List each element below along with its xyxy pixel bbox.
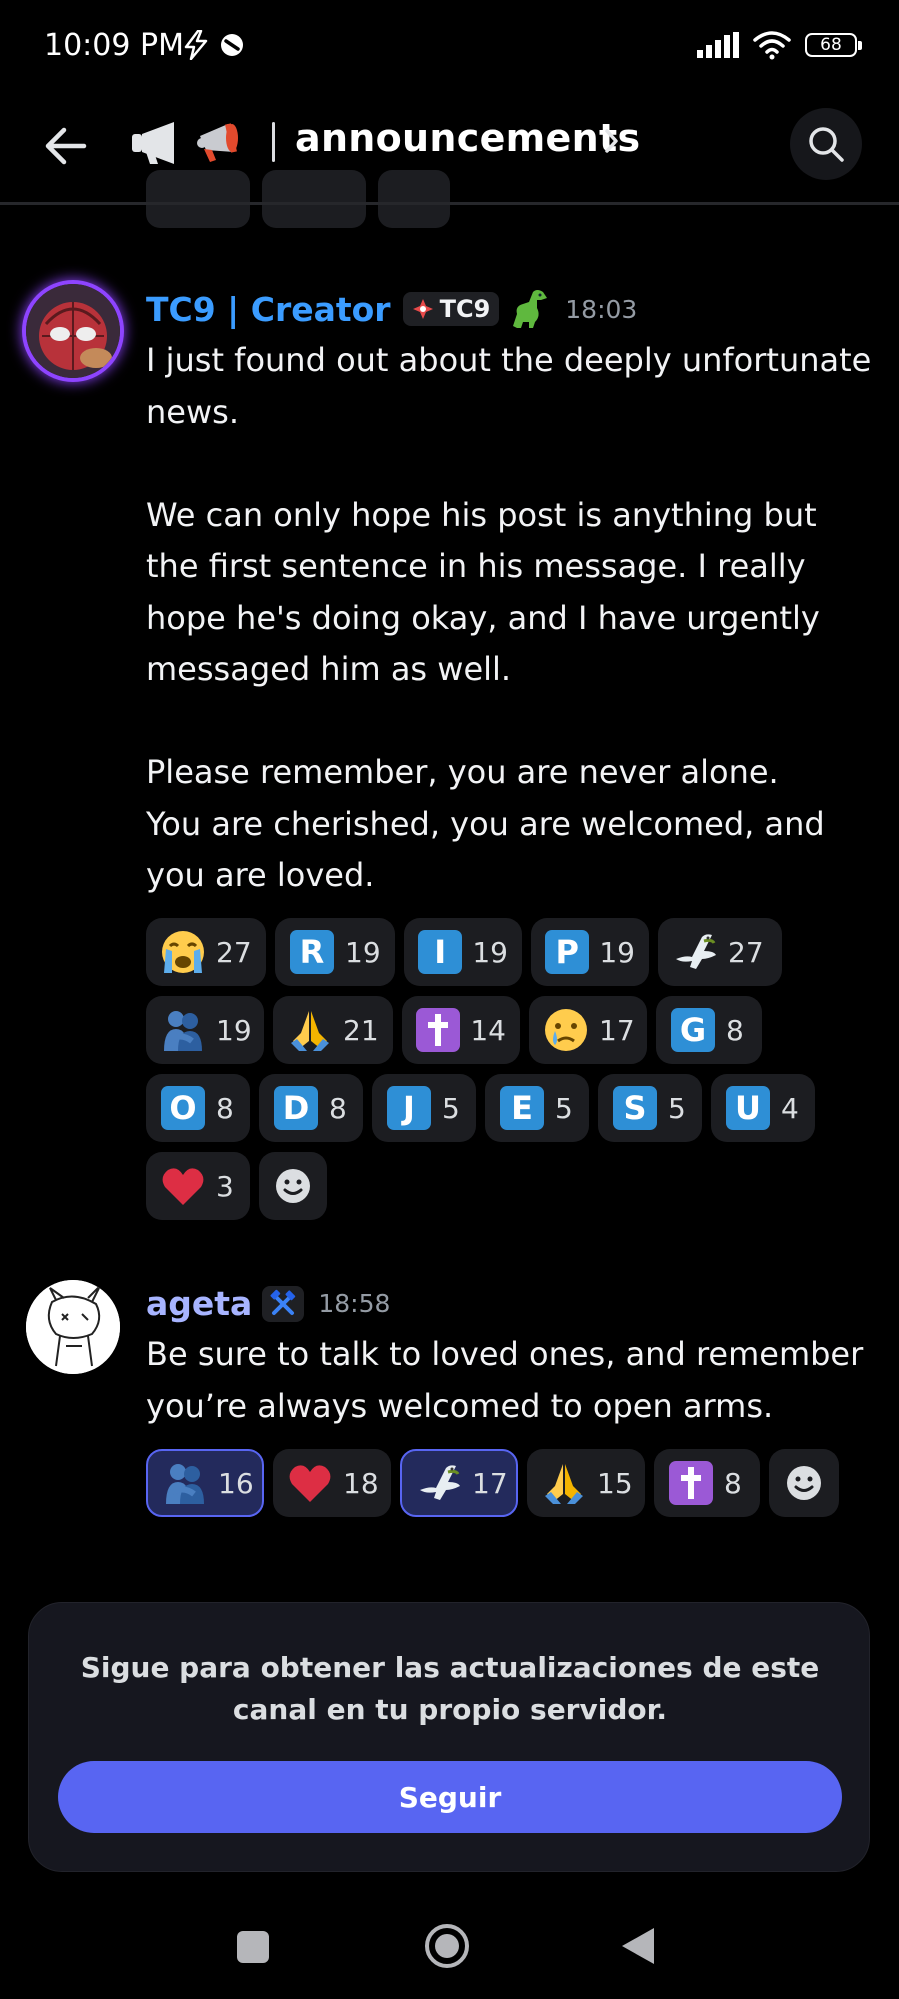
dove-icon <box>672 929 718 975</box>
battery-level: 68 <box>820 35 842 55</box>
charging-bolt-icon <box>183 30 209 60</box>
wifi-icon <box>753 30 791 60</box>
reaction-chip[interactable] <box>654 1449 760 1517</box>
reaction-chip[interactable] <box>273 996 393 1064</box>
reaction-chip-selected[interactable] <box>400 1449 518 1517</box>
reaction-chip[interactable] <box>402 996 520 1064</box>
author-name[interactable]: TC9 | Creator <box>146 289 391 329</box>
reaction-chip[interactable] <box>146 996 264 1064</box>
add-reaction-button[interactable] <box>769 1449 839 1517</box>
latin-cross-icon <box>416 1007 460 1053</box>
server-tag-icon <box>412 298 434 320</box>
reaction-count: 17 <box>472 1466 508 1500</box>
reaction-count: 8 <box>724 1466 742 1500</box>
reaction-count: 8 <box>726 1013 744 1047</box>
reaction-chip[interactable] <box>529 996 647 1064</box>
add-reaction-clipped[interactable] <box>378 170 450 228</box>
add-reaction-icon <box>783 1460 825 1506</box>
reaction-count: 5 <box>555 1091 573 1125</box>
message-content <box>146 1329 876 1432</box>
do-not-disturb-icon <box>219 32 245 58</box>
loudly-crying-face-icon <box>160 929 206 975</box>
message-timestamp: 18:58 <box>318 1289 391 1318</box>
reaction-chip-selected[interactable] <box>146 1449 264 1517</box>
dove-icon <box>416 1460 462 1506</box>
letter-r-icon: R <box>289 929 335 975</box>
avatar[interactable] <box>26 1280 120 1374</box>
reaction-count: 19 <box>216 1013 252 1047</box>
reaction-count: 8 <box>216 1091 234 1125</box>
crying-face-icon <box>543 1007 589 1053</box>
reaction-count: 19 <box>345 935 381 969</box>
recent-apps-button[interactable] <box>236 1930 270 1964</box>
letter-i-icon: I <box>418 929 462 975</box>
announcement-channel-icon <box>130 118 180 166</box>
search-icon <box>806 124 846 164</box>
message-header <box>146 288 637 330</box>
message-header <box>146 1284 390 1323</box>
reaction-chip[interactable] <box>527 1449 645 1517</box>
reaction-count: 27 <box>216 935 252 969</box>
reaction-count: 19 <box>599 935 635 969</box>
status-left-icons <box>183 30 245 60</box>
reaction-chip[interactable] <box>146 1074 250 1142</box>
letter-j-icon: J <box>386 1085 432 1131</box>
follow-description: Sigue para obtener las actualizaciones de este canal en tu propio servidor. <box>80 1651 820 1726</box>
message-paragraph: Please remember, you are never alone. You are cherished, you are welcomed, and you are loved. <box>146 753 825 894</box>
avatar-image <box>26 284 120 378</box>
latin-cross-icon <box>668 1460 714 1506</box>
reaction-count: 5 <box>442 1091 460 1125</box>
people-hugging-icon <box>162 1460 208 1506</box>
message-content <box>146 335 876 902</box>
reaction-chip[interactable] <box>275 918 395 986</box>
message-paragraph: I just found out about the deeply unfortunate news. <box>146 341 872 431</box>
reaction-chip[interactable] <box>531 918 649 986</box>
reaction-count: 17 <box>599 1013 635 1047</box>
battery-indicator <box>805 33 857 57</box>
reaction-chip-clipped[interactable] <box>262 170 366 228</box>
channel-title[interactable]: announcements <box>295 116 641 160</box>
add-reaction-button[interactable] <box>259 1152 327 1220</box>
reaction-chip[interactable] <box>485 1074 589 1142</box>
message-timestamp: 18:03 <box>565 294 638 324</box>
reaction-chip[interactable] <box>259 1074 363 1142</box>
follow-channel-card <box>28 1602 870 1872</box>
reaction-count: 18 <box>343 1466 379 1500</box>
server-tag-label: TC9 <box>439 295 491 323</box>
red-heart-icon <box>160 1163 206 1209</box>
message-paragraph: Be sure to talk to loved ones, and remember you’re always welcomed to open arms. <box>146 1335 864 1425</box>
megaphone-icon <box>194 118 246 166</box>
letter-e-icon: E <box>499 1085 545 1131</box>
reaction-chip[interactable] <box>656 996 762 1064</box>
reaction-count: 8 <box>329 1091 347 1125</box>
reaction-count: 21 <box>343 1013 379 1047</box>
folded-hands-icon <box>541 1460 587 1506</box>
channel-icons <box>130 118 246 166</box>
letter-u-icon: U <box>725 1085 771 1131</box>
letter-d-icon: D <box>273 1085 319 1131</box>
folded-hands-icon <box>287 1007 333 1053</box>
header-divider <box>0 202 899 205</box>
reaction-count: 16 <box>218 1466 254 1500</box>
back-button[interactable] <box>38 118 94 174</box>
reaction-count: 19 <box>472 935 508 969</box>
reaction-count: 27 <box>728 935 764 969</box>
reaction-count: 4 <box>781 1091 799 1125</box>
back-nav-button[interactable] <box>620 1926 656 1966</box>
reaction-count: 3 <box>216 1169 234 1203</box>
reaction-count: 15 <box>597 1466 633 1500</box>
clock: 10:09 PM <box>44 28 184 63</box>
letter-p-icon: P <box>545 929 589 975</box>
title-divider <box>272 122 275 162</box>
reaction-count: 14 <box>470 1013 506 1047</box>
reactions-row <box>146 918 866 1220</box>
reaction-chip-clipped[interactable] <box>146 170 250 228</box>
follow-button[interactable]: Seguir <box>58 1761 842 1833</box>
server-tag[interactable] <box>403 292 500 326</box>
reaction-chip[interactable] <box>146 918 266 986</box>
system-nav-bar <box>0 1900 899 1999</box>
letter-s-icon: S <box>612 1085 658 1131</box>
red-heart-icon <box>287 1460 333 1506</box>
reaction-chip[interactable] <box>658 918 782 986</box>
people-hugging-icon <box>160 1007 206 1053</box>
arrow-left-icon <box>44 126 88 166</box>
status-bar <box>0 0 899 96</box>
reactions-row <box>146 1449 866 1517</box>
status-right-icons <box>697 30 857 60</box>
reaction-chip[interactable] <box>273 1449 391 1517</box>
letter-o-icon: O <box>160 1085 206 1131</box>
reaction-chip[interactable] <box>598 1074 702 1142</box>
message-paragraph: We can only hope his post is anything but the first sentence in his message. I really hope he's doing okay, and I have urgently messaged him as well. <box>146 495 820 688</box>
chevron-right-icon[interactable] <box>602 126 622 156</box>
search-button[interactable] <box>790 108 862 180</box>
letter-g-icon: G <box>670 1007 716 1053</box>
dinosaur-icon <box>507 288 551 330</box>
author-name[interactable]: ageta <box>146 1284 253 1323</box>
reaction-chip[interactable] <box>146 1152 250 1220</box>
reaction-count: 5 <box>668 1091 686 1125</box>
hammer-badge-icon <box>262 1286 304 1322</box>
reaction-chip[interactable] <box>372 1074 476 1142</box>
signal-icon <box>697 32 739 58</box>
avatar-image <box>26 1280 120 1374</box>
avatar[interactable] <box>26 284 120 378</box>
home-button[interactable] <box>423 1922 471 1970</box>
reaction-chip[interactable] <box>711 1074 815 1142</box>
reaction-chip[interactable] <box>404 918 522 986</box>
add-reaction-icon <box>273 1163 313 1209</box>
